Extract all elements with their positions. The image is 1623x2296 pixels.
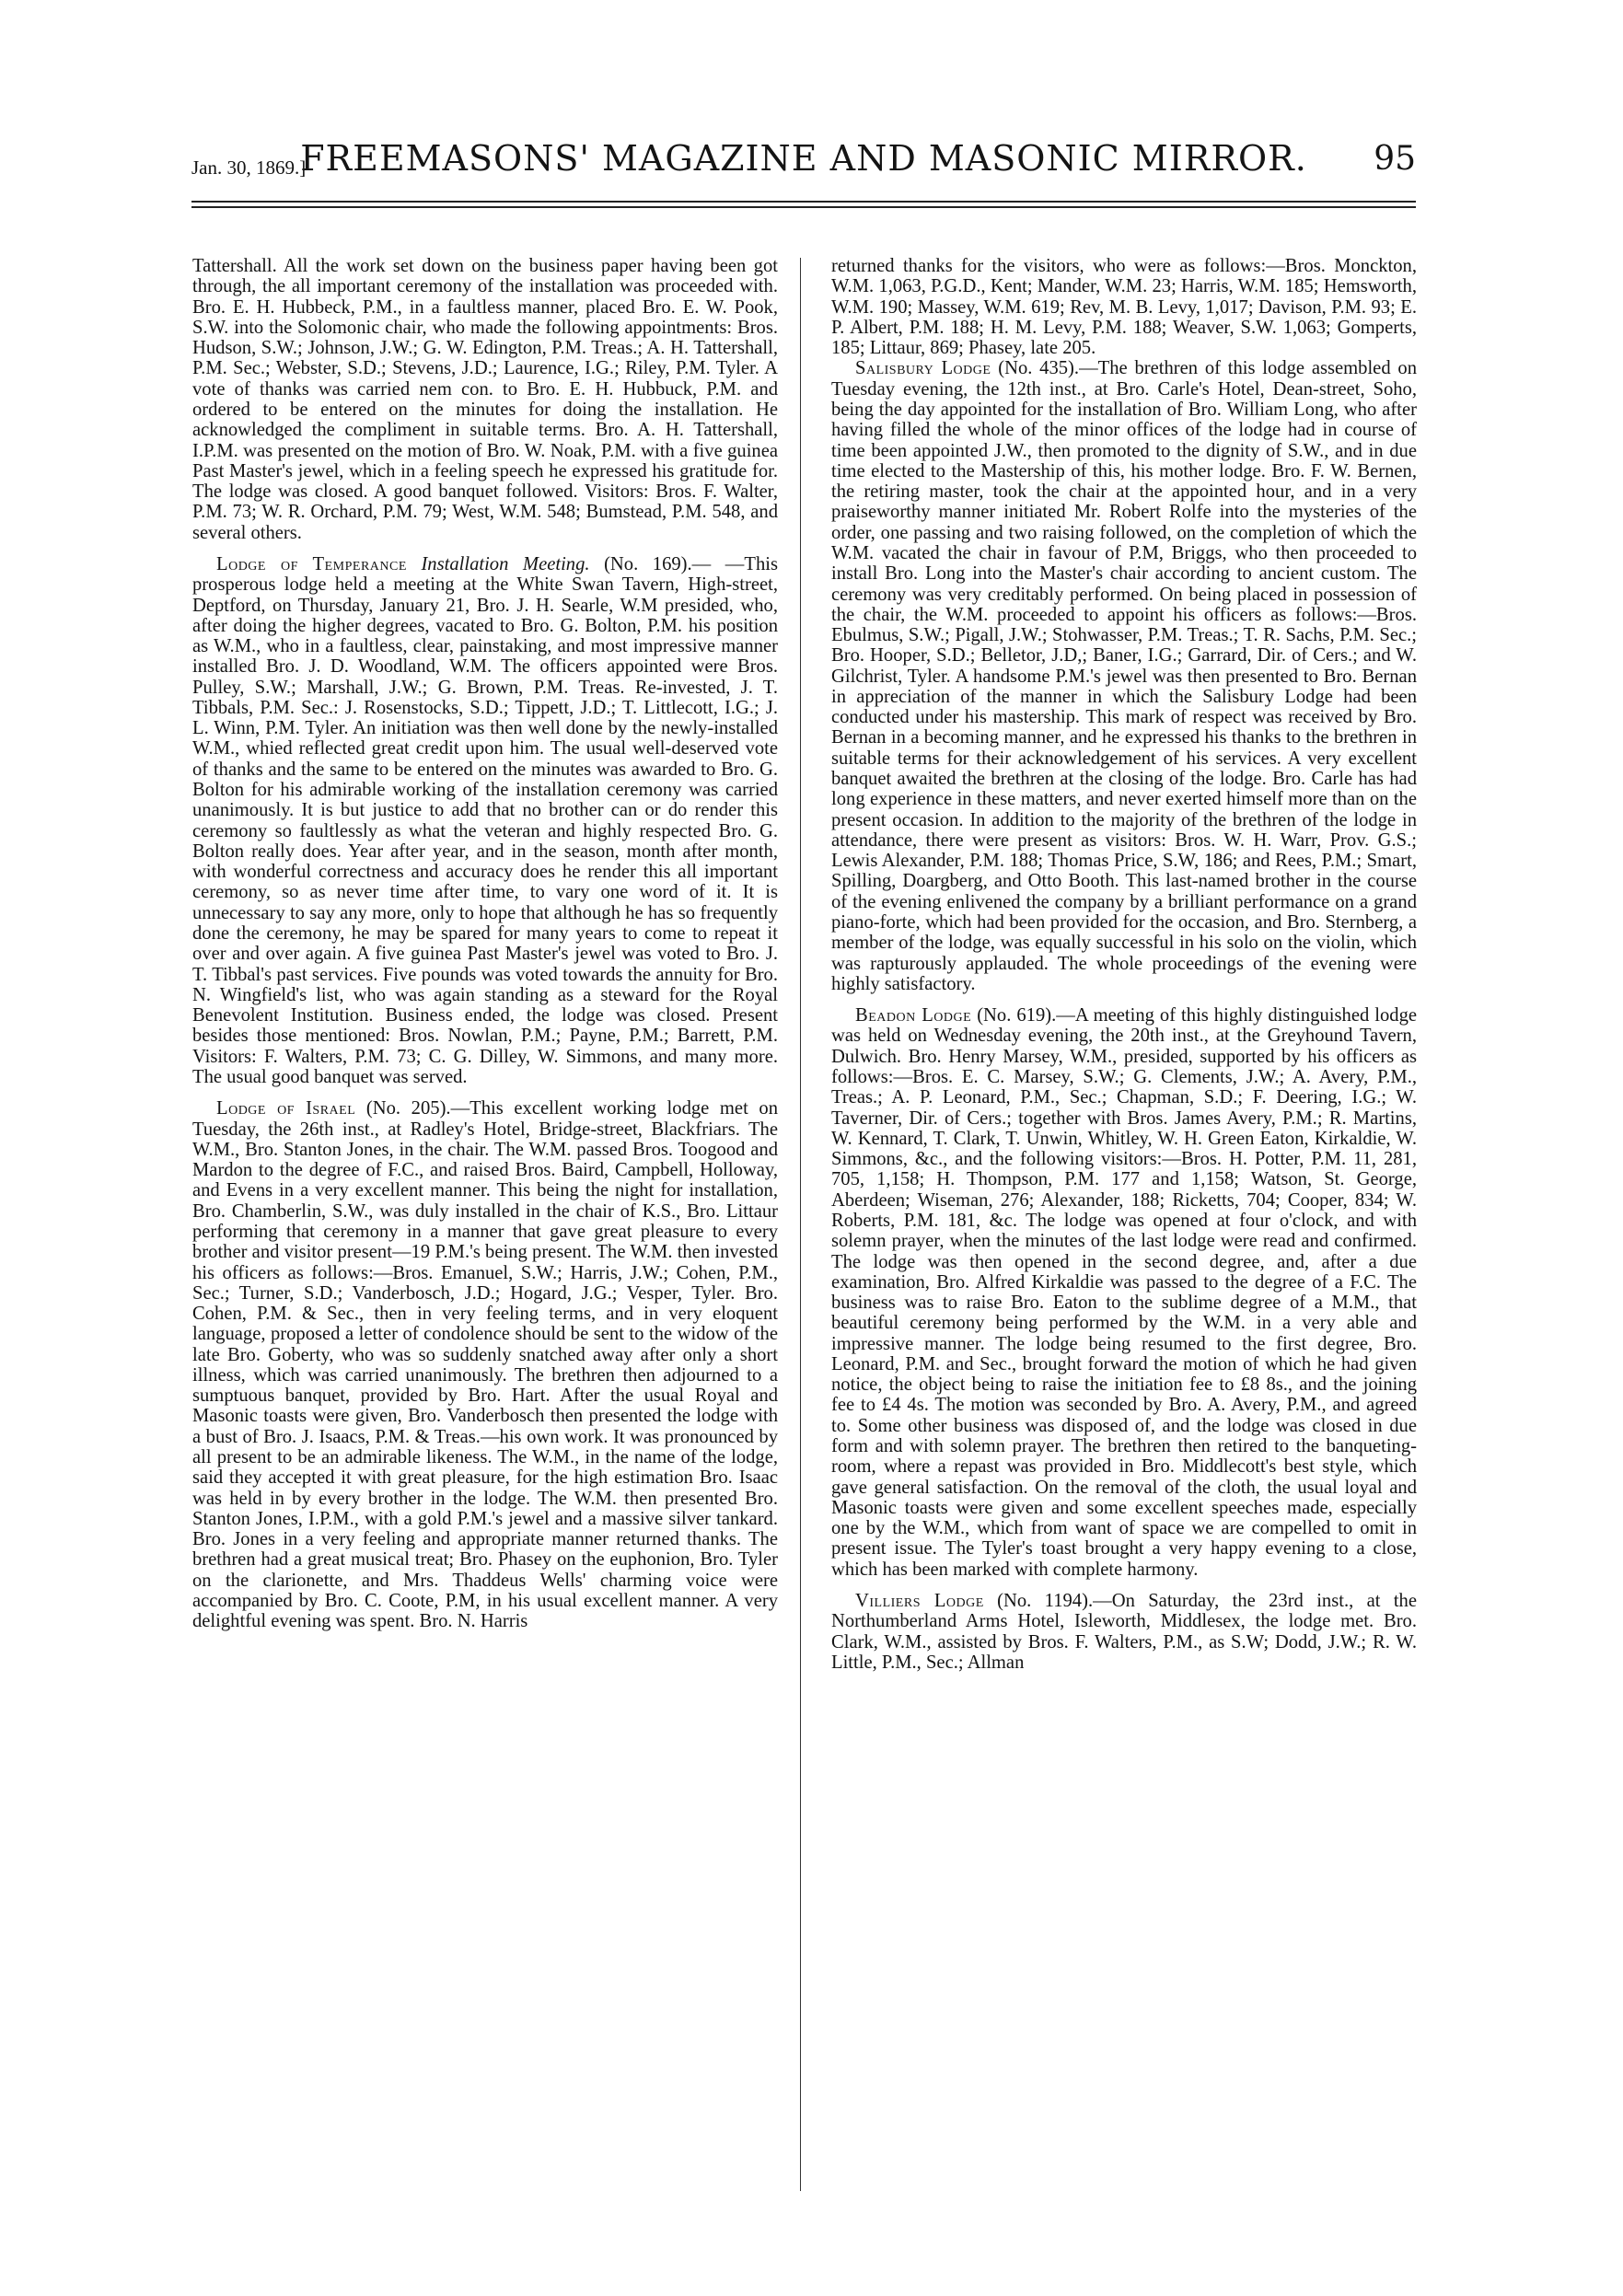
article-beadon-lodge [831, 1005, 1417, 1580]
article-heading: Salisbury Lodge [855, 358, 991, 379]
header-rule-top [191, 201, 1416, 203]
article-continuation [831, 256, 1417, 358]
magazine-title: FREEMASONS' MAGAZINE AND MASONIC MIRROR. [300, 138, 1307, 179]
article-text: (No. 435).—The brethren of this lodge assembled on Tuesday evening, the 12th inst., at Bro. Carle's Hotel, Dean-street, Soho, being the day appointed for the installation of Bro. William Long, who after having filled the whole of the minor offices of the lodge had in course of time been appointed J.W., then promoted to the dignity of S.W., and in due time elected to the Mastership of this, his mother lodge. Bro. F. W. Bernen, the retiring master, took the chair at the appointed hour, and in a very praiseworthy manner initiated Mr. Robert Rolfe into the mysteries of the order, one passing and two raising followed, on the completion of which the W.M. vacated the chair in favour of P.M, Briggs, who then proceeded to install Bro. Long into the Master's chair according to ancient custom. The ceremony was very creditably performed. On being placed in possession of the chair, the W.M. proceeded to appoint his officers as follows:—Bros. Ebulmus, S.W.; Pigall, J.W.; Stohwasser, P.M. Treas.; T. R. Sachs, P.M. Sec.; Bro. Hooper, S.D.; Belletor, J.D,; Baner, I.G.; Garrard, Dir. of Cers.; and W. Gilchrist, Tyler. A handsome P.M.'s jewel was then presented to Bro. Bernan in appreciation of the manner in which the Salisbury Lodge had been conducted under his mastership. This mark of respect was received by Bro. Bernan in a becoming manner, and he expressed his thanks to the brethren in suitable terms for their acknowledgement of his services. A very excellent banquet awaited the brethren at the closing of the lodge. Bro. Carle has had long experience in these matters, and never exerted himself more than on the present occasion. In addition to the majority of the brethren of the lodge in attendance, there were present as visitors: Bros. W. H. Warr, Prov. G.S.; Lewis Alexander, P.M. 188; Thomas Price, S.W, 186; and Rees, P.M.; Smart, Spilling, Doargberg, and Otto Booth. This last-named brother in the course of the evening enlivened the company by a brilliant performance on a grand piano-forte, which had been provided for the occasion, and Bro. Sternberg, a member of the lodge, was equally successful in his solo on the violin, which was rapturously applauded. The whole proceedings of the evening were highly satisfactory. [831, 358, 1417, 994]
article-text: Tattershall. All the work set down on the business paper having been got through, the all important ceremony of the installation was proceeded with. Bro. E. H. Hubbeck, P.M., in a faultless manner, placed Bro. E. W. Pook, S.W. into the Solomonic chair, who made the following appointments: Bros. Hudson, S.W.; Johnson, J.W.; G. W. Edington, P.M. Treas.; A. H. Tattershall, P.M. Sec.; Webster, S.D.; Stevens, J.D.; Laurence, I.G.; Riley, P.M. Tyler. A vote of thanks was carried nem con. to Bro. E. H. Hubbuck, P.M. and ordered to be entered on the minutes for doing the installation. He acknowledged the compliment in suitable terms. Bro. A. H. Tattershall, I.P.M. was presented on the motion of Bro. W. Noak, P.M. with a five guinea Past Master's jewel, which in a feeling speech he expressed his gratitude for. The lodge was closed. A good banquet followed. Visitors: Bros. F. Walter, P.M. 73; W. R. Orchard, P.M. 79; West, W.M. 548; Bumstead, P.M. 548, and several others. [192, 256, 778, 543]
article-heading: Lodge of Temperance [216, 553, 407, 574]
page-number: 95 [1374, 140, 1416, 178]
article-heading: Villiers Lodge [855, 1591, 984, 1611]
article-heading: Beadon Lodge [855, 1005, 972, 1026]
article-villiers-lodge [831, 1591, 1417, 1673]
article-text: (No. 205).—This excellent working lodge met on Tuesday, the 26th inst., at Radley's Hotel, Bridge-street, Blackfriars. The W.M., Bro. Stanton Jones, in the chair. The W.M. passed Bros. Toogood and Mardon to the degree of F.C., and raised Bros. Baird, Campbell, Holloway, and Evens in a very excellent manner. This being the night for installation, Bro. Chamberlin, S.W., was duly installed in the chair of K.S., Bro. Littaur performing that ceremony in a manner that gave great pleasure to every brother and visitor present—19 P.M.'s being present. The W.M. then invested his officers as follows:—Bros. Emanuel, S.W.; Harris, J.W.; Cohen, P.M., Sec.; Turner, S.D.; Vanderbosch, J.D.; Hogard, J.G.; Vesper, Tyler. Bro. Cohen, P.M. & Sec., then in very feeling terms, and in very eloquent language, proposed a letter of condolence should be sent to the widow of the late Bro. Goberty, who was so suddenly snatched away after only a short illness, which was carried unanimously. The brethren then adjourned to a sumptuous banquet, provided by Bro. Hart. After the usual Royal and Masonic toasts were given, Bro. Vanderbosch then presented the lodge with a bust of Bro. J. Isaacs, P.M. & Treas.—his own work. It was pronounced by all present to be an admirable likeness. The W.M., in the name of the lodge, said they accepted it with great pleasure, for the high estimation Bro. Isaac was held in by every brother in the lodge. The W.M. then presented Bro. Stanton Jones, I.P.M., with a gold P.M.'s jewel and a massive silver tankard. Bro. Jones in a very feeling and appropriate manner returned thanks. The brethren had a great musical treat; Bro. Phasey on the euphonion, Bro. Tyler on the clarionette, and Mrs. Thaddeus Wells' charming voice were accompanied by Bro. C. Coote, P.M, in his usual excellent manner. A very delightful evening was spent. Bro. N. Harris [192, 1098, 778, 1632]
article-salisbury-lodge [831, 358, 1417, 994]
article-text: returned thanks for the visitors, who were as follows:—Bros. Monckton, W.M. 1,063, P.G.D., Kent; Mander, W.M. 23; Harris, W.M. 185; Hemsworth, W.M. 190; Massey, W.M. 619; Rev, M. B. Levy, 1,017; Davison, P.M. 93; E. P. Albert, P.M. 188; H. M. Levy, P.M. 188; Weaver, S.W. 1,063; Gomperts, 185; Littaur, 869; Phasey, late 205. [831, 256, 1417, 359]
page-header [191, 136, 1416, 191]
article-continuation [192, 256, 778, 543]
left-column [192, 256, 778, 1632]
article-text: (No. 169).— —This prosperous lodge held a meeting at the White Swan Tavern, High-street, Deptford, on Thursday, January 21, Bro. J. H. Searle, W.M presided, who, after doing the higher degrees, vacated to Bro. G. Bolton, P.M. his position as W.M., who in a faultless, clear, painstaking, and most impressive manner installed Bro. J. D. Woodland, W.M. The officers appointed were Bros. Pulley, S.W.; Marshall, J.W.; G. Brown, P.M. Treas. Re-invested, J. T. Tibbals, P.M. Sec.: J. Rosenstocks, S.D.; Tippett, J.D.; T. Littlecott, I.G.; J. L. Winn, P.M. Tyler. An initiation was then well done by the newly-installed W.M., whied reflected great credit upon him. The usual well-deserved vote of thanks and the same to be entered on the minutes was awarded to Bro. G. Bolton for his admirable working of the installation ceremony was carried unanimously. It is but justice to add that no brother can or do render this ceremony so faultlessly as what the veteran and highly respected Bro. G. Bolton really does. Year after year, and in the season, month after month, with wonderful correctness and accuracy does he render this all important ceremony, so as never time after time, to vary one word of it. It is unnecessary to say any more, only to hope that although he has so frequently done the ceremony, he may be spared for many years to come to repeat it over and over again. A five guinea Past Master's jewel was voted to Bro. J. T. Tibbal's past services. Five pounds was voted towards the annuity for Bro. N. Wingfield's list, who was again standing as a steward for the Royal Benevolent Institution. Business ended, the lodge was closed. Present besides those mentioned: Bros. Nowlan, P.M.; Payne, P.M.; Barrett, P.M. Visitors: F. Walters, P.M. 73; C. G. Dilley, W. Simmons, and many more. The usual good banquet was served. [192, 553, 778, 1087]
column-divider [800, 258, 801, 2191]
header-rule-bottom [191, 206, 1416, 208]
article-subheading: Installation Meeting. [421, 553, 590, 574]
article-lodge-of-israel [192, 1098, 778, 1631]
article-heading: Lodge of Israel [216, 1098, 356, 1119]
article-text: (No. 1194).—On Saturday, the 23rd inst., at the Northumberland Arms Hotel, Isleworth, Middlesex, the lodge met. Bro. Clark, W.M., assisted by Bros. F. Walters, P.M., as S.W; Dodd, J.W.; R. W. Little, P.M., Sec.; Allman [831, 1591, 1417, 1673]
article-lodge-of-temperance [192, 554, 778, 1087]
right-column [831, 256, 1417, 1673]
issue-date: Jan. 30, 1869.] [191, 157, 307, 179]
article-text: (No. 619).—A meeting of this highly distinguished lodge was held on Wednesday evening, the 20th inst., at the Greyhound Tavern, Dulwich. Bro. Henry Marsey, W.M., presided, supported by his officers as follows:—Bros. E. C. Marsey, S.W.; G. Clements, J.W.; A. Avery, P.M., Treas.; A. P. Leonard, P.M., Sec.; Chapman, S.D.; F. Deering, I.G.; W. Taverner, Dir. of Cers.; together with Bros. James Avery, P.M.; R. Martins, W. Kennard, T. Clark, T. Unwin, Whitley, W. H. Green Eaton, Kirkaldie, W. Simmons, &c., and the following visitors:—Bros. H. Potter, P.M. 11, 281, 705, 1,158; H. Thompson, P.M. 177 and 1,158; Watson, St. George, Aberdeen; Wiseman, 276; Alexander, 188; Ricketts, 704; Cooper, 834; W. Roberts, P.M. 181, &c. The lodge was opened at four o'clock, and with solemn prayer, when the minutes of the last lodge were read and confirmed. The lodge was then opened in the second degree, and, after a due examination, Bro. Alfred Kirkaldie was passed to the degree of a F.C. The business was to raise Bro. Eaton to the sublime degree of a M.M., that beautiful ceremony being performed by the W.M. in a very able and impressive manner. The lodge being resumed to the first degree, Bro. Leonard, P.M. and Sec., brought forward the motion of which he had given notice, the object being to raise the initiation fee to £8 8s., and the joining fee to £4 4s. The motion was seconded by Bro. A. Avery, P.M., and agreed to. Some other business was disposed of, and the lodge was closed in due form and with solemn prayer. The brethren then retired to the banqueting-room, where a repast was provided in Bro. Middlecott's best style, which gave general satisfaction. On the removal of the cloth, the usual loyal and Masonic toasts were given and some excellent speeches made, especially one by the W.M., which from want of space we are compelled to omit in present issue. The Tyler's toast brought a very happy evening to a close, which has been marked with complete harmony. [831, 1005, 1417, 1580]
